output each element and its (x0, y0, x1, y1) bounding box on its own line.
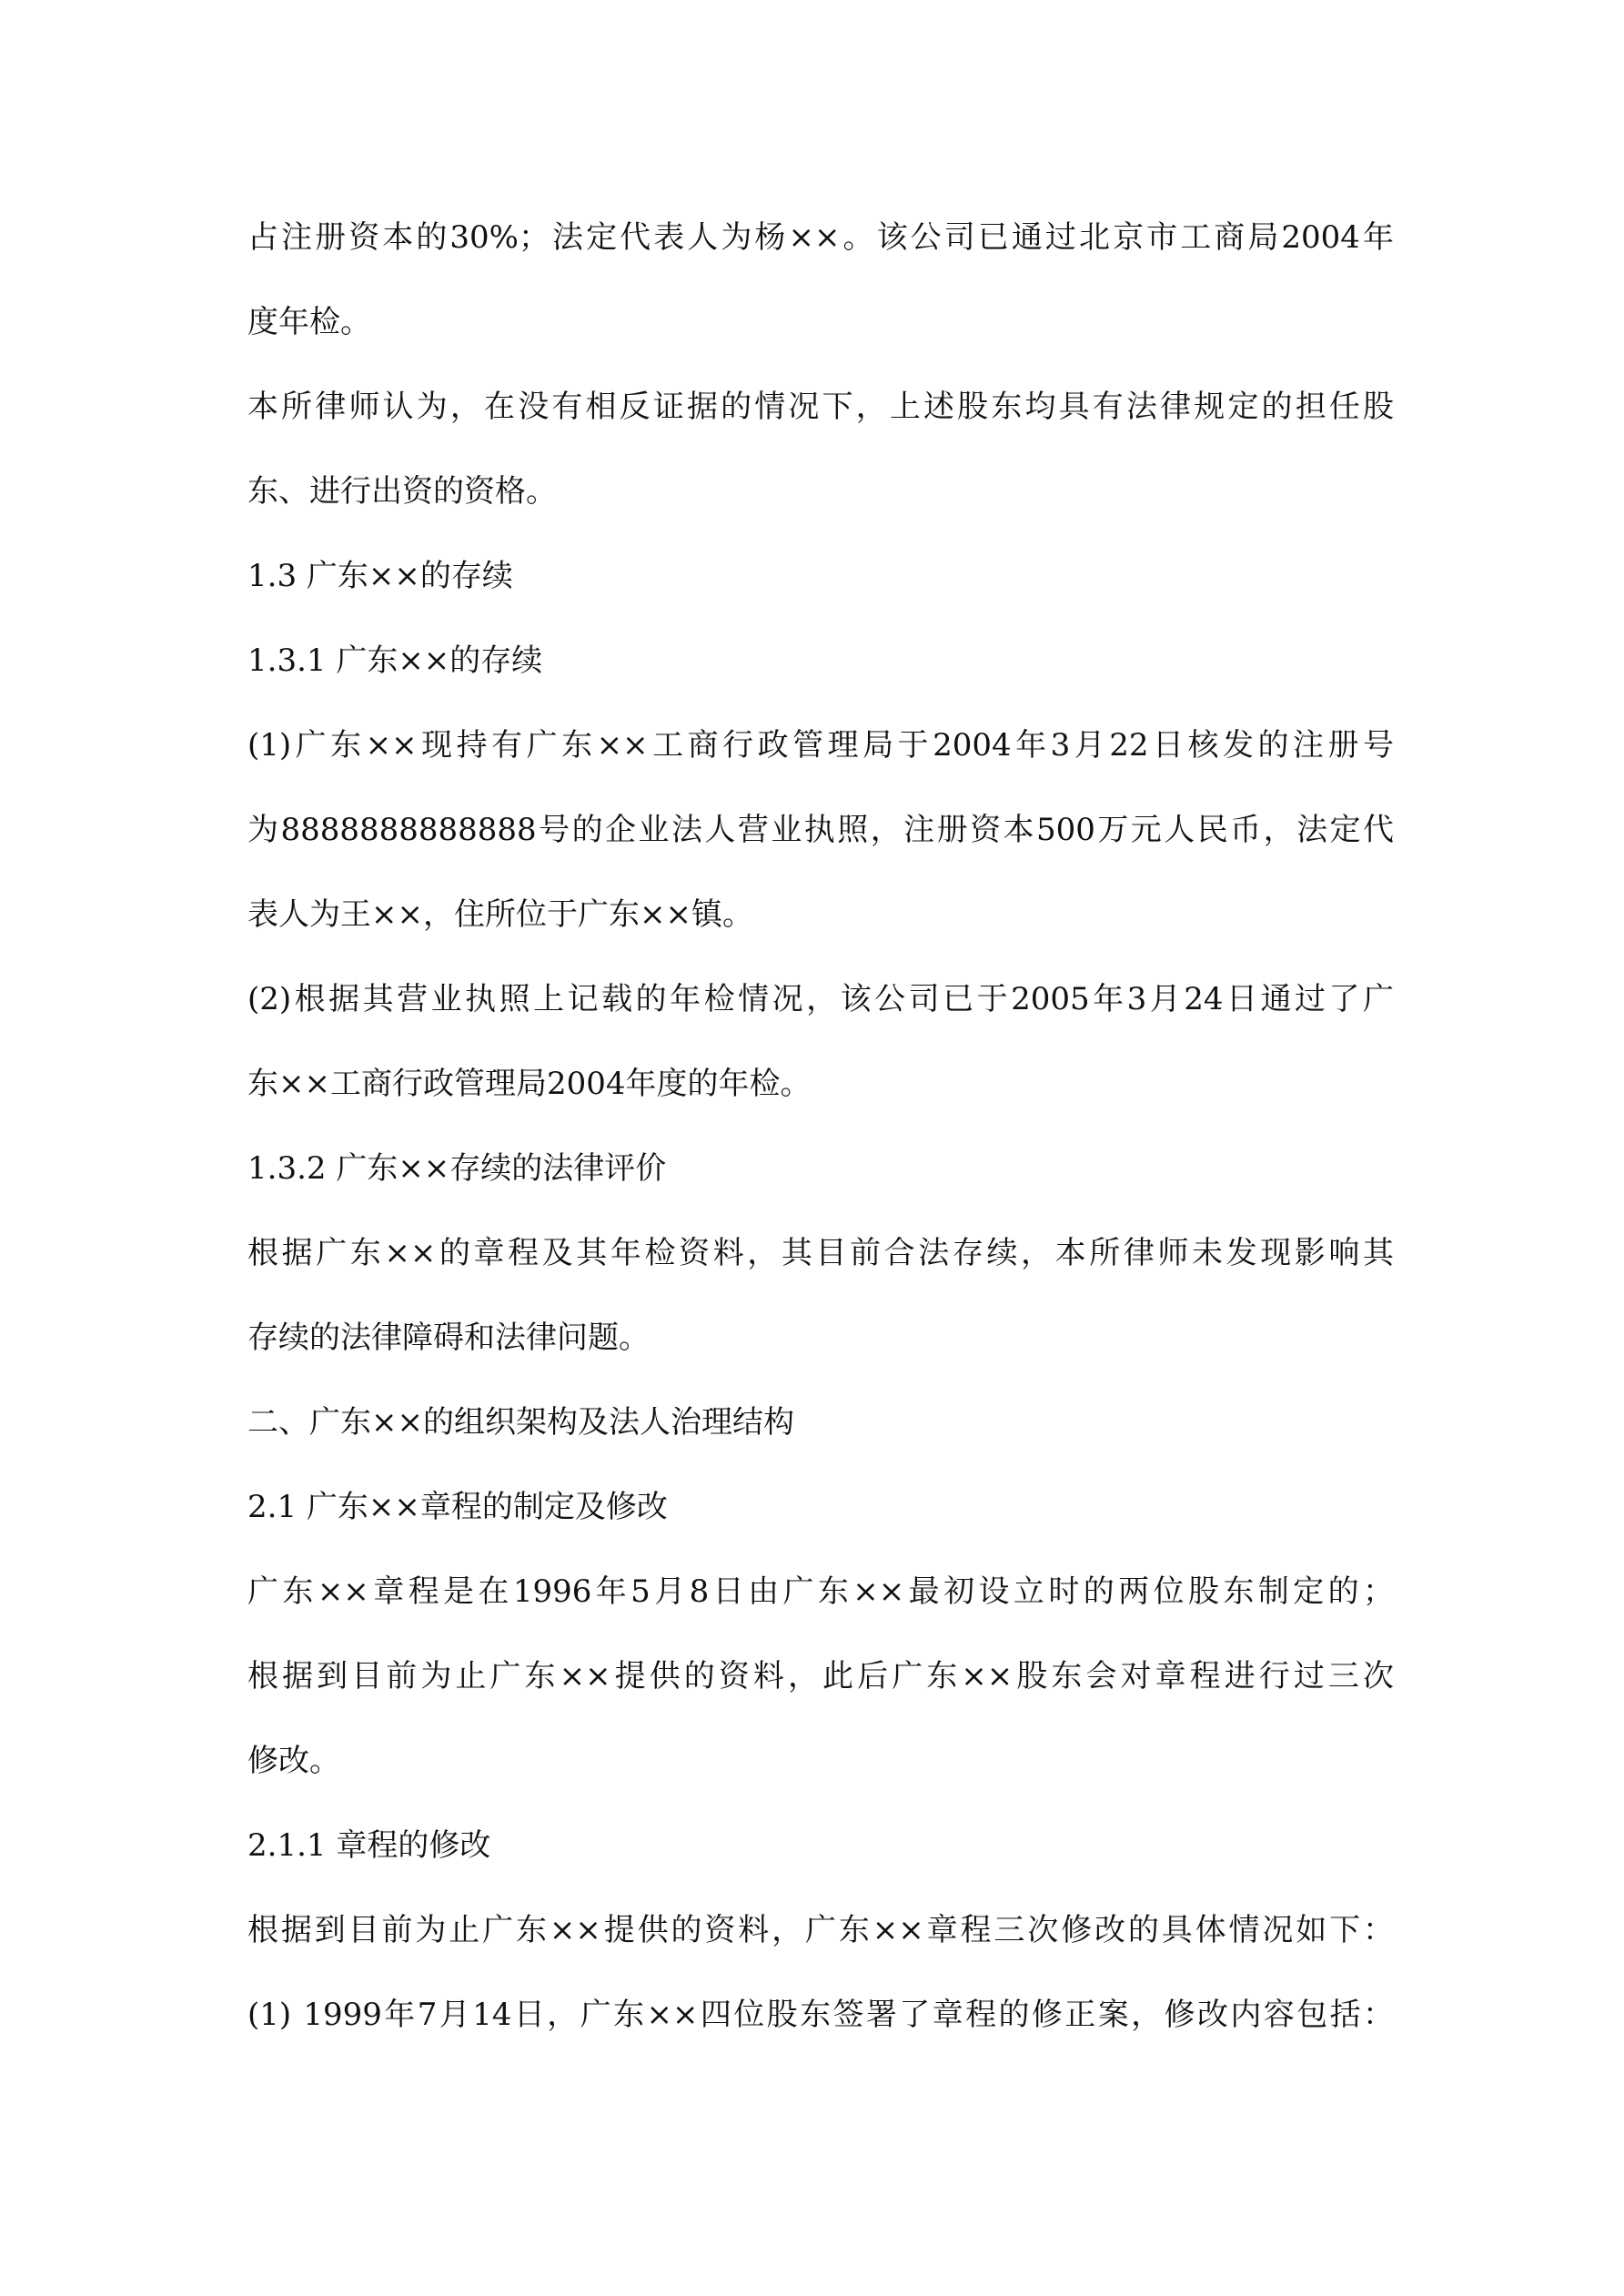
subsection-heading: 2.1.1 章程的修改 (247, 1827, 491, 1864)
text-line: 广东××章程是在1996年5月8日由广东××最初设立时的两位股东制定的； (247, 1573, 1394, 1610)
text-line: 占注册资本的30%；法定代表人为杨××。该公司已通过北京市工商局2004年 (247, 219, 1394, 256)
chapter-heading: 二、广东××的组织架构及法人治理结构 (247, 1404, 794, 1441)
text-line: 为8888888888888号的企业法人营业执照，注册资本500万元人民币，法定代 (247, 812, 1394, 848)
text-line: 修改。 (247, 1743, 340, 1779)
text-line: 东、进行出资的资格。 (247, 473, 557, 510)
text-line: 东××工商行政管理局2004年度的年检。 (247, 1066, 812, 1102)
section-heading: 2.1 广东××章程的制定及修改 (247, 1489, 668, 1525)
text-line: 度年检。 (247, 304, 371, 340)
text-line: 根据广东××的章程及其年检资料，其目前合法存续，本所律师未发现影响其 (247, 1235, 1394, 1271)
text-line: 根据到目前为止广东××提供的资料，此后广东××股东会对章程进行过三次 (247, 1658, 1394, 1694)
text-line: (1) 1999年7月14日，广东××四位股东签署了章程的修正案，修改内容包括： (247, 1997, 1394, 2033)
text-line: 根据到目前为止广东××提供的资料，广东××章程三次修改的具体情况如下： (247, 1912, 1394, 1948)
text-line: (2)根据其营业执照上记载的年检情况，该公司已于2005年3月24日通过了广 (247, 981, 1394, 1017)
text-line: (1)广东××现持有广东××工商行政管理局于2004年3月22日核发的注册号 (247, 727, 1394, 764)
document-body (247, 215, 1394, 2077)
text-line: 表人为王××，住所位于广东××镇。 (247, 896, 753, 933)
text-line: 存续的法律障碍和法律问题。 (247, 1320, 650, 1356)
subsection-heading: 1.3.1 广东××的存续 (247, 642, 543, 679)
subsection-heading: 1.3.2 广东××存续的法律评价 (247, 1150, 667, 1187)
text-line: 本所律师认为，在没有相反证据的情况下，上述股东均具有法律规定的担任股 (247, 389, 1394, 425)
section-heading: 1.3 广东××的存续 (247, 558, 513, 594)
